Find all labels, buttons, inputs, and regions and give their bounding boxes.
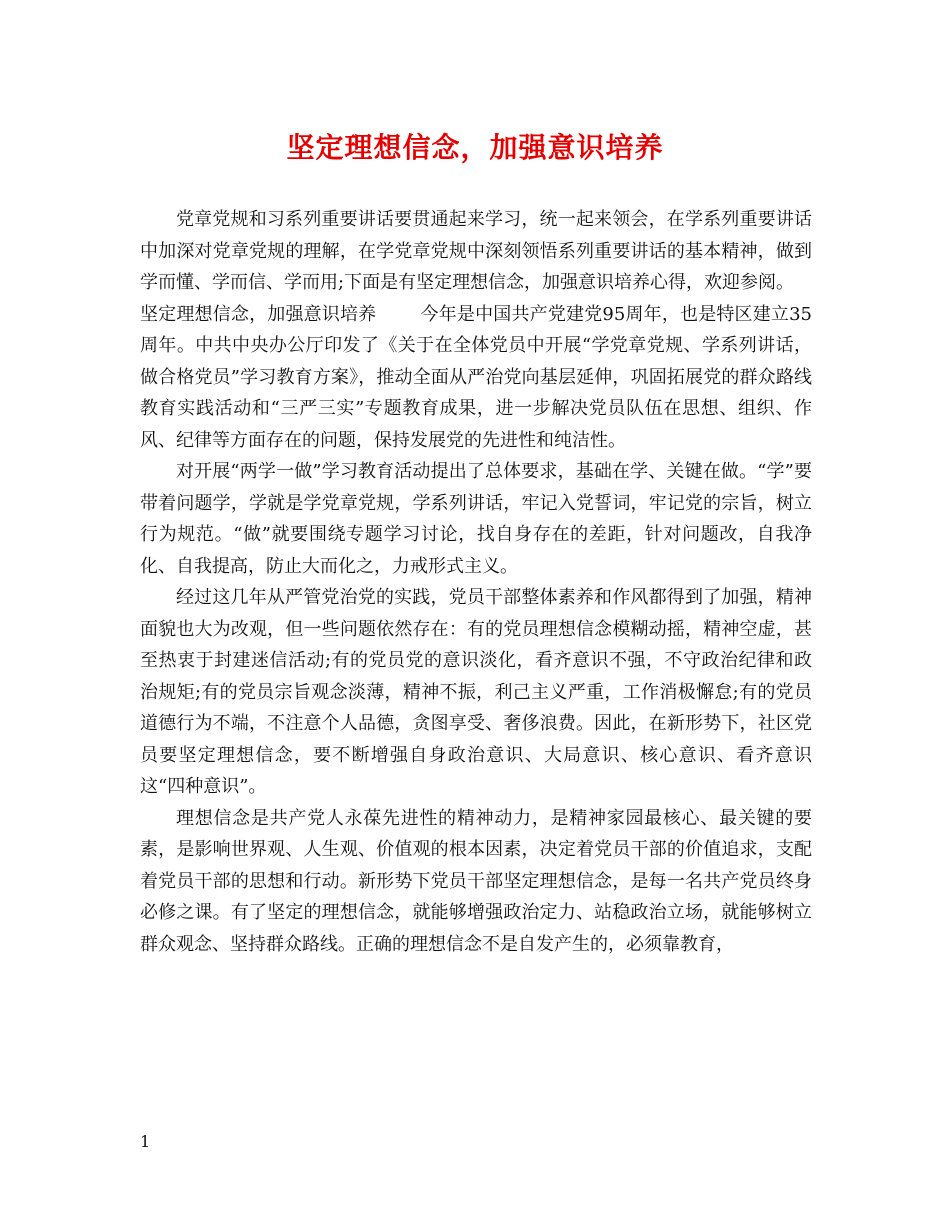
page-number: 1 <box>140 1132 151 1151</box>
body-paragraph-3: 理想信念是共产党人永葆先进性的精神动力，是精神家园最核心、最关键的要素，是影响世界观、人生观、价值观的根本因素，决定着党员干部的价值追求，支配着党员干部的思想和行动。新形势下党员干部坚定理想信念，是每一名共产党员终身必修之课。有了坚定的理想信念，就能够增强政治定力、站稳政治立场，就能够树立群众观念、坚持群众路线。正确的理想信念不是自发产生的，必须靠教育， <box>140 807 812 955</box>
intro-paragraph: 党章党规和习系列重要讲话要贯通起来学习，统一起来领会，在学系列重要讲话中加深对党章党规的理解，在学党章党规中深刻领悟系列重要讲话的基本精神，做到学而懂、学而信、学而用;下面是有坚定理想信念，加强意识培养心得，欢迎参阅。 <box>140 209 812 293</box>
section-heading: 坚定理想信念，加强意识培养 <box>140 303 377 325</box>
section-lead-text: 今年是中国共产党建党95周年，也是特区建立35周年。中共中央办公厅印发了《关于在全体党员中开展“学党章党规、学系列讲话，做合格党员”学习教育方案》，推动全面从严治党向基层延伸，巩固拓展党的群众路线教育实践活动和“三严三实”专题教育成果，进一步解决党员队伍在思想、组织、作风、纪律等方面存在的问题，保持发展党的先进性和纯洁性。 <box>140 303 813 451</box>
body-paragraph-1: 对开展“两学一做”学习教育活动提出了总体要求，基础在学、关键在做。“学”要带着问题学，学就是学党章党规，学系列讲话，牢记入党誓词，牢记党的宗旨，树立行为规范。“做”就要围绕专题学习讨论，找自身存在的差距，针对问题改，自我净化、自我提高，防止大而化之，力戒形式主义。 <box>140 461 812 577</box>
section-paragraph <box>140 299 812 457</box>
body-paragraph-2: 经过这几年从严管党治党的实践，党员干部整体素养和作风都得到了加强，精神面貌也大为改观，但一些问题依然存在：有的党员理想信念模糊动摇，精神空虚，甚至热衷于封建迷信活动;有的党员党的意识淡化，看齐意识不强，不守政治纪律和政治规矩;有的党员宗旨观念淡薄，精神不振，利己主义严重，工作消极懈怠;有的党员道德行为不端，不注意个人品德，贪图享受、奢侈浪费。因此，在新形势下，社区党员要坚定理想信念，要不断增强自身政治意识、大局意识、核心意识、看齐意识这“四种意识”。 <box>140 587 812 797</box>
document-body <box>140 204 812 960</box>
document-title: 坚定理想信念，加强意识培养 <box>286 131 664 164</box>
